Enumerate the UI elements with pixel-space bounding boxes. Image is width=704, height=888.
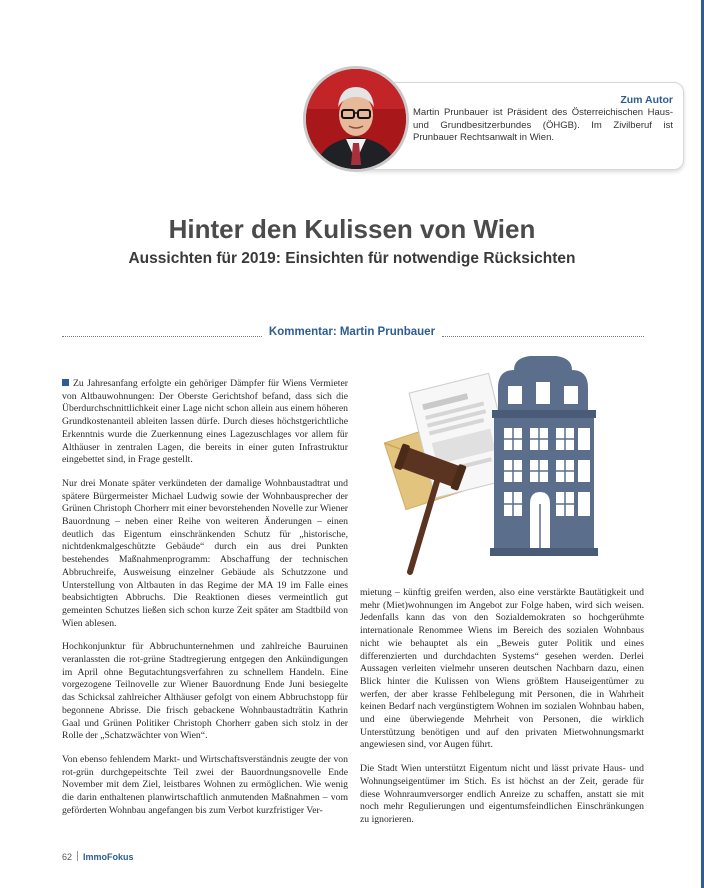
dotted-divider-right: [442, 336, 644, 337]
paragraph-marker-icon: [62, 379, 69, 386]
magazine-brand: ImmoFokus: [83, 852, 134, 862]
paragraph-text: Zu Jahresanfang erfolgte ein gehöriger Dämpfer für Wiens Vermieter von Altbauwohnungen: Der Oberste Gerichtshof befand, dass sich die Überdurchschnittlichkeit einer Lage nicht schon allein aus einem höheren Grundkostenanteil ableiten lassen dürfe. Durch dieses höchstgerichtliche Erkenntnis wurde die Zuerkennung eines Lagezuschlages vor allem für Althäuser in zentralen Lagen, die bereits in einer guten Infrastruktur eingebettet sind, in Frage gestellt.: [62, 378, 348, 466]
paragraph: Hochkonjunktur für Abbruchunternehmen und zahlreiche Bauruinen veranlassten die rot-grüne Stadtregierung entgegen den Ankündigungen im April ohne Begutachtungsverfahren zu schnellem Handeln. Eine vorgezogene Teilnovelle zur Wiener Bauordnung Ende Juni besiegelte das Schicksal zahlreicher Althäuser gefolgt von einem Abbruchstopp für begonnene Abrisse. Die frisch gebackene Wohnbaustadträtin Kathrin Gaal und Grünen Politiker Christoph Chorherr gaben sich stolz in der Rolle der „Schatzwächter von Wien“.: [62, 641, 348, 742]
building-gavel-illustration: [380, 352, 640, 578]
byline: Kommentar: Martin Prunbauer: [268, 326, 436, 338]
author-info: [413, 94, 673, 145]
footer-separator: [77, 851, 78, 861]
page-footer: [62, 851, 134, 862]
author-bio: Martin Prunbauer ist Präsident des Österreichischen Haus- und Grundbesitzerbundes (ÖHGB). Im Zivilberuf ist Prunbauer Rechtsanwalt in Wien.: [413, 107, 673, 143]
page-number: 62: [62, 852, 73, 862]
article-headline: Hinter den Kulissen von Wien: [168, 214, 536, 244]
article-column-right: [360, 587, 644, 838]
building-icon: [490, 356, 598, 556]
author-portrait: [303, 66, 409, 172]
paragraph: [62, 378, 348, 467]
paragraph: Die Stadt Wien unterstützt Eigentum nicht und lässt private Haus- und Wohnungseigentümer im Stich. Es ist höchst an der Zeit, gerade für diese Wohnraumversorger endlich Anreize zu schaffen, anstatt sie mit noch mehr Regulierungen und eigentumsfeindlichen Einschränkungen zu ignorieren.: [360, 763, 644, 825]
paragraph: Nur drei Monate später verkündeten der damalige Wohnbaustadtrat und spätere Bürgermeister Michael Ludwig sowie der Wohnbausprecher der Grünen Christoph Chorherr mit einer bevorstehenden Novelle zur Wiener Bauordnung – neben einer Reihe von weiteren Änderungen – einen deutlich das Eigentum einschränkenden Schutz für „historische, nichtdenkmalgeschützte Gebäude“ durch ein aus drei Punkten bestehendes Maßnahmenprogramm: Abschaffung der technischen Abbruchreife, Ausweisung einzelner Gebäude als Schutzzone und Unterstellung von Altbauten in das Regime der MA 19 im Falle eines beabsichtigten Abbruchs. Die Reaktionen dieses vermeintlich gut gemeinten Schutzes ließen sich schon kurze Zeit später am Stadtbild von Wien ablesen.: [62, 477, 348, 629]
paragraph: Von ebenso fehlendem Markt- und Wirtschaftsverständnis zeugte der von rot-grün durchgepeitschte Teil zwei der Bauordnungsnovelle Ende November mit dem Ziel, leistbares Wohnen zu ermöglichen. Wie wenig die darin enthaltenen planwirtschaftlich anmutenden Maßnahmen – vom geförderten Wohnbau angefangen bis zum Verbot kurzfristiger Ver-: [62, 753, 348, 816]
article-column-left: [62, 378, 348, 829]
article-subheadline: Aussichten für 2019: Einsichten für notwendige Rücksichten: [128, 250, 576, 267]
dotted-divider-left: [62, 336, 262, 337]
author-box-title: Zum Autor: [620, 94, 673, 106]
byline-row: [62, 326, 644, 342]
paragraph: mietung – künftig greifen werden, also eine verstärkte Bautätigkeit und mehr (Miet)wohnungen im Angebot zur Folge haben, wird sich weisen. Jedenfalls kann das von den Sozialdemokraten so hochgerühmte internationale Renommee Wiens im Bereich des sozialen Wohnbaus nicht wie behauptet als ein „Beweis guter Politik und eines differenzierten und durchdachten Systems“ gesehen werden. Derlei Aussagen verleiten vielmehr unseren deutschen Nachbarn dazu, einen Blick hinter die Kulissen von Wiens größtem Hauseigentümer zu werfen, der aber krasse Fehlbelegung mit Personen, die in Wahrheit keinen Bedarf nach vergünstigtem Wohnen im sozialen Wohnbau haben, und eine überwiegende Mehrheit von Personen, die wirklich Unterstützung benötigen und auf den privaten Mietwohnungsmarkt angewiesen sind, vor Augen führt.: [360, 587, 644, 751]
